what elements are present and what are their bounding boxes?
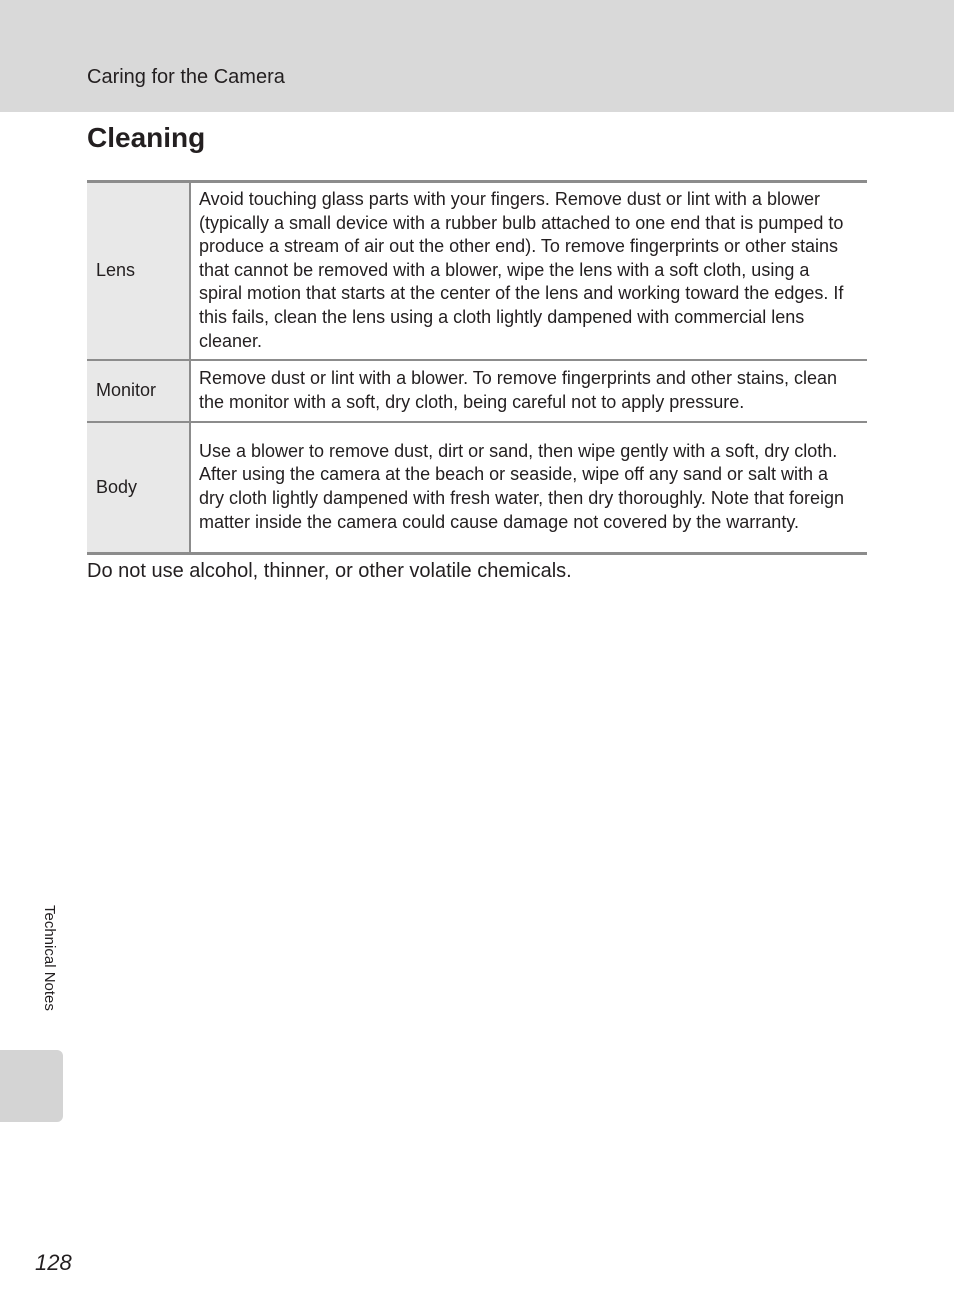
row-label: Monitor — [87, 360, 190, 422]
cleaning-table — [87, 180, 867, 555]
row-label: Body — [87, 422, 190, 553]
caution-note: Do not use alcohol, thinner, or other volatile chemicals. — [87, 560, 572, 582]
side-tab-marker — [0, 1050, 63, 1122]
table-row — [87, 182, 867, 361]
table-row — [87, 360, 867, 422]
row-label: Lens — [87, 182, 190, 361]
page-title: Cleaning — [87, 122, 206, 153]
row-description: Use a blower to remove dust, dirt or sand, then wipe gently with a soft, dry cloth. After using the camera at the beach or seaside, wipe off any sand or salt with a dry cloth lightly dampened with fresh water, then dry thoroughly. Note that foreign matter inside the camera could cause damage not covered by the warranty. — [190, 422, 867, 553]
table-row — [87, 422, 867, 553]
row-description: Avoid touching glass parts with your fingers. Remove dust or lint with a blower (typically a small device with a rubber bulb attached to one end that is pumped to produce a stream of air out the other end). To remove fingerprints or other stains that cannot be removed with a blower, wipe the lens with a soft cloth, using a spiral motion that starts at the center of the lens and working toward the edges. If this fails, clean the lens using a cloth lightly dampened with commercial lens cleaner. — [199, 189, 844, 351]
page-number: 128 — [35, 1250, 72, 1275]
header-band — [0, 0, 954, 112]
row-description: Remove dust or lint with a blower. To remove fingerprints and other stains, clean the monitor with a soft, dry cloth, being careful not to apply pressure. — [190, 360, 867, 422]
side-tab-label: Technical Notes — [41, 905, 58, 1011]
section-title: Caring for the Camera — [87, 66, 285, 88]
